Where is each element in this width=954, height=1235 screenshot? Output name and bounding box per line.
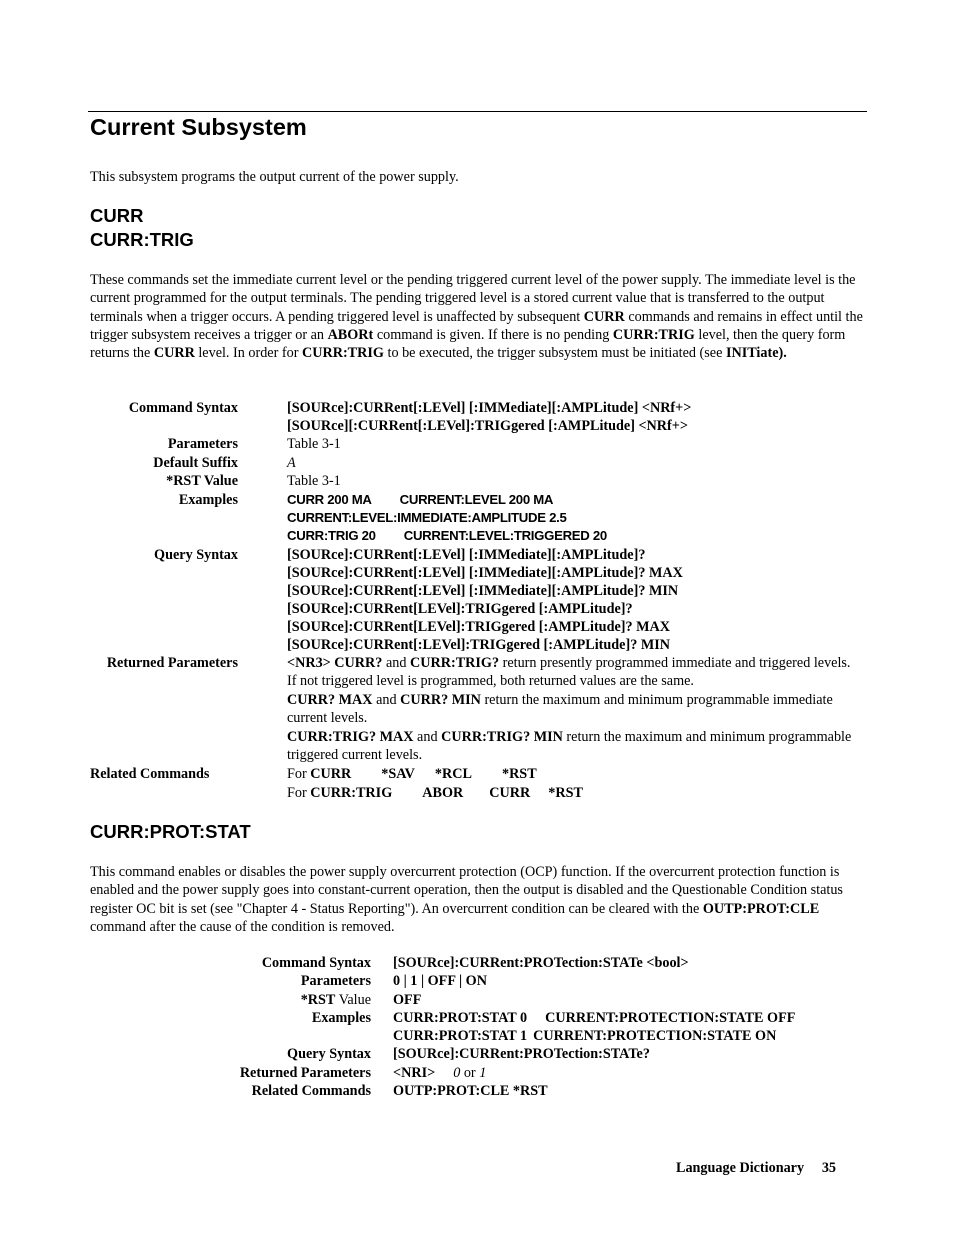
prot-label-rst bbox=[200, 991, 371, 1009]
returned-parameters-1 bbox=[287, 654, 852, 691]
prot-returned-nri: <NRI> bbox=[393, 1065, 436, 1081]
example-5: CURRENT:LEVEL:TRIGGERED 20 bbox=[403, 528, 607, 543]
prot-example-2a: CURR:PROT:STAT 1 bbox=[393, 1028, 528, 1044]
example-2: CURRENT:LEVEL 200 MA bbox=[399, 492, 554, 507]
related-2-c: *RST bbox=[548, 785, 583, 801]
text-run: command after the cause of the condition is removed. bbox=[90, 918, 395, 935]
prot-label-command-syntax: Command Syntax bbox=[261, 955, 371, 971]
command-syntax-1: [SOURce]:CURRent[:LEVel] [:IMMediate][:AMPLitude] <NRf+> bbox=[287, 400, 692, 416]
related-key-1: CURR bbox=[310, 766, 352, 782]
prot-returned-0: 0 bbox=[453, 1065, 461, 1081]
query-syntax-2: [SOURce]:CURRent[:LEVel] [:IMMediate][:AMPLitude]? MAX bbox=[287, 565, 683, 581]
page-number: 35 bbox=[821, 1160, 836, 1176]
prot-examples-line-2 bbox=[393, 1027, 776, 1045]
bold-term: CURR bbox=[153, 345, 195, 362]
rst-value: Table 3-1 bbox=[287, 473, 341, 489]
related-for-1: For bbox=[287, 766, 307, 782]
related-2-a: ABOR bbox=[422, 785, 464, 801]
prot-example-1b: CURRENT:PROTECTION:STATE OFF bbox=[545, 1010, 796, 1026]
related-2-b: CURR bbox=[489, 785, 531, 801]
bold-term: CURR bbox=[583, 308, 625, 325]
query-syntax-4: [SOURce]:CURRent[LEVel]:TRIGgered [:AMPLitude]? bbox=[287, 601, 633, 617]
text-run: level. In order for bbox=[194, 345, 302, 362]
label-examples: Examples bbox=[178, 492, 238, 508]
text-run: These commands set the immediate current level or the pending triggered current level of the power supply. The immediate level is the current programmed for the output terminals. The pending triggered level is a stored current value that is transferred to the output terminals when a trigger occurs. A pending triggered level is unaffected by subsequent bbox=[90, 272, 856, 325]
bold-term: INITiate). bbox=[725, 345, 787, 362]
bold-term: OUTP:PROT:CLE bbox=[702, 900, 820, 917]
prot-returned-or: or bbox=[463, 1065, 476, 1081]
related-commands-line-2 bbox=[287, 784, 583, 802]
text-run: level, then the query form returns the bbox=[90, 326, 846, 362]
label-rst-value: *RST Value bbox=[166, 473, 238, 489]
section-prot-heading bbox=[90, 820, 251, 844]
prot-example-1a: CURR:PROT:STAT 0 bbox=[393, 1010, 528, 1026]
related-key-2: CURR:TRIG bbox=[310, 785, 393, 801]
label-query-syntax: Query Syntax bbox=[154, 547, 238, 563]
prot-example-2b: CURRENT:PROTECTION:STATE ON bbox=[533, 1028, 777, 1044]
bold-term: CURR? MIN bbox=[400, 692, 481, 708]
related-1-b: *RCL bbox=[434, 766, 472, 782]
page-footer bbox=[560, 1160, 836, 1177]
bold-term: <NR3> CURR? bbox=[287, 655, 383, 671]
text-run: and bbox=[413, 729, 442, 745]
label-related-commands: Related Commands bbox=[90, 766, 210, 782]
examples-line-1 bbox=[287, 491, 553, 509]
bold-term: CURR:TRIG? bbox=[409, 655, 500, 671]
prot-label-examples: Examples bbox=[311, 1010, 371, 1026]
intro-paragraph: This subsystem programs the output current of the power supply. bbox=[90, 169, 459, 185]
prot-returned-1: 1 bbox=[479, 1065, 487, 1081]
related-1-a: *SAV bbox=[381, 766, 415, 782]
prot-label-rst-plain: Value bbox=[335, 992, 371, 1008]
related-1-c: *RST bbox=[501, 766, 537, 782]
section-curr-heading bbox=[90, 204, 194, 252]
prot-label-returned-parameters: Returned Parameters bbox=[239, 1065, 371, 1081]
text-run: This command enables or disables the power supply overcurrent protection (OCP) function. If the overcurrent protection function is enabled and the power supply goes into constant-current operation, then the output is disabled and the Questionable Condition status register OC bit is set (see "Chapter 4 - Status Reporting"). An overcurrent condition can be cleared with the bbox=[90, 864, 843, 917]
prot-label-query-syntax: Query Syntax bbox=[287, 1046, 371, 1062]
prot-returned-parameters bbox=[393, 1064, 486, 1082]
prot-parameters: 0 | 1 | OFF | ON bbox=[393, 973, 487, 989]
prot-command-syntax: [SOURce]:CURRent:PROTection:STATe <bool> bbox=[393, 955, 689, 971]
heading-curr: CURR bbox=[90, 205, 144, 226]
example-1: CURR 200 MA bbox=[287, 492, 372, 507]
example-4: CURR:TRIG 20 bbox=[287, 528, 376, 543]
heading-curr-prot-stat: CURR:PROT:STAT bbox=[90, 821, 251, 842]
prot-examples-line-1 bbox=[393, 1009, 795, 1027]
query-syntax-1: [SOURce]:CURRent[:LEVel] [:IMMediate][:AMPLitude]? bbox=[287, 547, 646, 563]
bold-term: CURR:TRIG? MIN bbox=[441, 729, 563, 745]
default-suffix-value: A bbox=[287, 455, 296, 471]
heading-curr-trig: CURR:TRIG bbox=[90, 229, 194, 250]
page-title: Current Subsystem bbox=[90, 114, 307, 140]
text-run: and bbox=[382, 655, 410, 671]
text-run: to be executed, the trigger subsystem must be initiated (see bbox=[383, 345, 726, 362]
label-parameters: Parameters bbox=[167, 436, 238, 452]
command-syntax-2: [SOURce][:CURRent[:LEVel]:TRIGgered [:AMPLitude] <NRf+> bbox=[287, 418, 688, 434]
prot-related-commands: OUTP:PROT:CLE *RST bbox=[393, 1083, 548, 1099]
label-command-syntax: Command Syntax bbox=[128, 400, 238, 416]
query-syntax-3: [SOURce]:CURRent[:LEVel] [:IMMediate][:AMPLitude]? MIN bbox=[287, 583, 679, 599]
text-run: return the maximum and minimum programmable immediate current levels. bbox=[287, 692, 833, 727]
footer-label: Language Dictionary bbox=[675, 1160, 805, 1176]
query-syntax-5: [SOURce]:CURRent[LEVel]:TRIGgered [:AMPLitude]? MAX bbox=[287, 619, 670, 635]
bold-term: CURR:TRIG bbox=[612, 326, 695, 343]
prot-query-syntax: [SOURce]:CURRent:PROTection:STATe? bbox=[393, 1046, 650, 1062]
text-run: return the maximum and minimum programmable triggered current levels. bbox=[287, 729, 852, 764]
query-syntax-6: [SOURce]:CURRent[:LEVel]:TRIGgered [:AMPLitude]? MIN bbox=[287, 637, 670, 653]
label-default-suffix: Default Suffix bbox=[153, 455, 238, 471]
label-returned-parameters: Returned Parameters bbox=[106, 655, 238, 671]
bold-term: ABORt bbox=[327, 326, 374, 343]
bold-term: CURR:TRIG? MAX bbox=[287, 729, 414, 745]
parameters-value: Table 3-1 bbox=[287, 436, 341, 452]
related-for-2: For bbox=[287, 785, 307, 801]
prot-label-rst-bold: *RST bbox=[300, 992, 336, 1008]
returned-parameters-2 bbox=[287, 691, 852, 728]
returned-parameters-3 bbox=[287, 728, 852, 765]
bold-term: CURR:TRIG bbox=[301, 345, 384, 362]
curr-description bbox=[90, 271, 865, 362]
examples-line-3 bbox=[287, 527, 607, 545]
text-run: return presently programmed immediate and triggered levels. If not triggered level is programmed, both returned values are the same. bbox=[287, 655, 851, 690]
text-run: commands and remains in effect until the trigger subsystem receives a trigger or an bbox=[90, 308, 863, 343]
example-3: CURRENT:LEVEL:IMMEDIATE:AMPLITUDE 2.5 bbox=[287, 510, 567, 525]
text-run: command is given. If there is no pending bbox=[373, 326, 613, 343]
prot-label-related-commands: Related Commands bbox=[251, 1083, 371, 1099]
related-commands-line-1 bbox=[287, 765, 537, 783]
prot-rst-value: OFF bbox=[393, 992, 422, 1008]
bold-term: CURR? MAX bbox=[287, 692, 373, 708]
text-run: and bbox=[372, 692, 401, 708]
prot-label-parameters: Parameters bbox=[300, 973, 371, 989]
header-rule bbox=[88, 111, 867, 112]
prot-description bbox=[90, 863, 865, 936]
